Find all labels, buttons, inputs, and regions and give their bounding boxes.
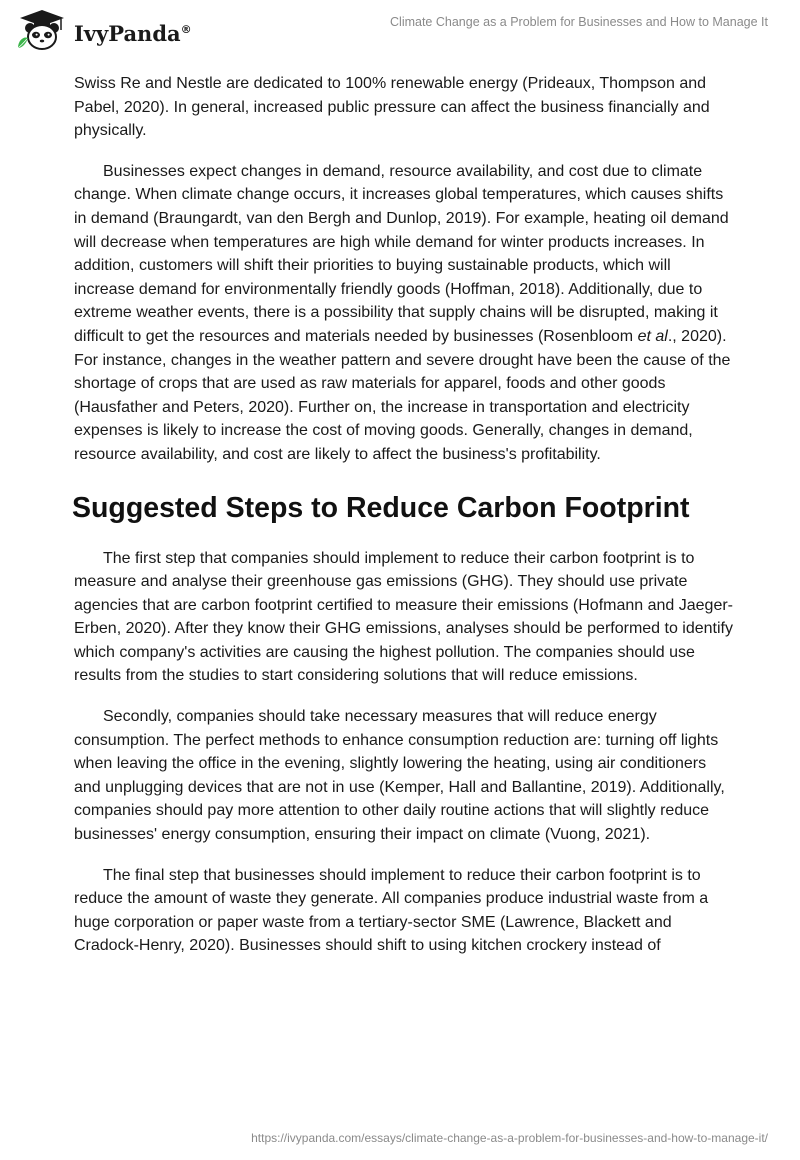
paragraph: Secondly, companies should take necessary measures that will reduce energy consumption. The perfect methods to enhance consumption reduction are: turning off lights when leaving the office in the evening, slightly lowering the heating, using air conditioners and unplugging devices that are not in use (Kemper, Hall and Ballantine, 2019). Additionally, companies should pay more attention to other daily routine actions that will slightly reduce businesses' energy consumption, ensuring their impact on climate (Vuong, 2021). [74,708,725,844]
paragraph: Swiss Re and Nestle are dedicated to 100% renewable energy (Prideaux, Thompson and Pabel, 2020). In general, increased public pressure can affect the business financially and physically. [74,75,710,140]
brand-name: IvyPanda® [74,20,192,46]
essay-body [74,72,734,975]
source-url[interactable]: https://ivypanda.com/essays/climate-change-as-a-problem-for-businesses-and-how-to-manage-it/ [251,1131,768,1145]
document-title: Climate Change as a Problem for Businesses and How to Manage It [390,15,768,29]
logo[interactable] [14,8,192,54]
paragraph: The final step that businesses should implement to reduce their carbon footprint is to reduce the amount of waste they generate. All companies produce industrial waste from a huge corporation or paper waste from a tertiary-sector SME (Lawrence, Blackett and Cradock-Henry, 2020). Businesses should shift to using kitchen crockery instead of [74,866,709,955]
paragraph: Businesses expect changes in demand, resource availability, and cost due to climate change. When climate change occurs, it increases global temperatures, which causes shifts in demand (Braungardt, van den Bergh and Dunlop, 2019). For example, heating oil demand will decrease when temperatures are high while demand for winter products increases. In addition, customers will shift their priorities to buying sustainable products, which will increase demand for environmentally friendly goods (Hoffman, 2018). Additionally, due to extreme weather events, there is a possibility that supply chains will be disrupted, making it difficult to get the resources and materials needed by businesses (Rosenbloom et al., 2020). For instance, changes in the weather pattern and severe drought have been the cause of the shortage of crops that are used as raw materials for apparel, foods and other goods (Hausfather and Peters, 2020). Further on, the increase in transportation and electricity expenses is likely to increase the cost of moving goods. Generally, changes in demand, resource availability, and cost are likely to affect the business's profitability. [74,162,731,463]
page-header [0,0,800,62]
panda-graduate-icon [14,8,70,54]
paragraph: The first step that companies should implement to reduce their carbon footprint is to measure and analyse their greenhouse gas emissions (GHG). They should use private agencies that are carbon footprint certified to measure their emissions (Hofmann and Jaeger-Erben, 2020). After they know their GHG emissions, analyses should be performed to identify which company's activities are causing the highest pollution. The companies should use results from the studies to start considering solutions that will reduce emissions. [74,549,734,685]
section-heading: Suggested Steps to Reduce Carbon Footprint [72,491,690,524]
